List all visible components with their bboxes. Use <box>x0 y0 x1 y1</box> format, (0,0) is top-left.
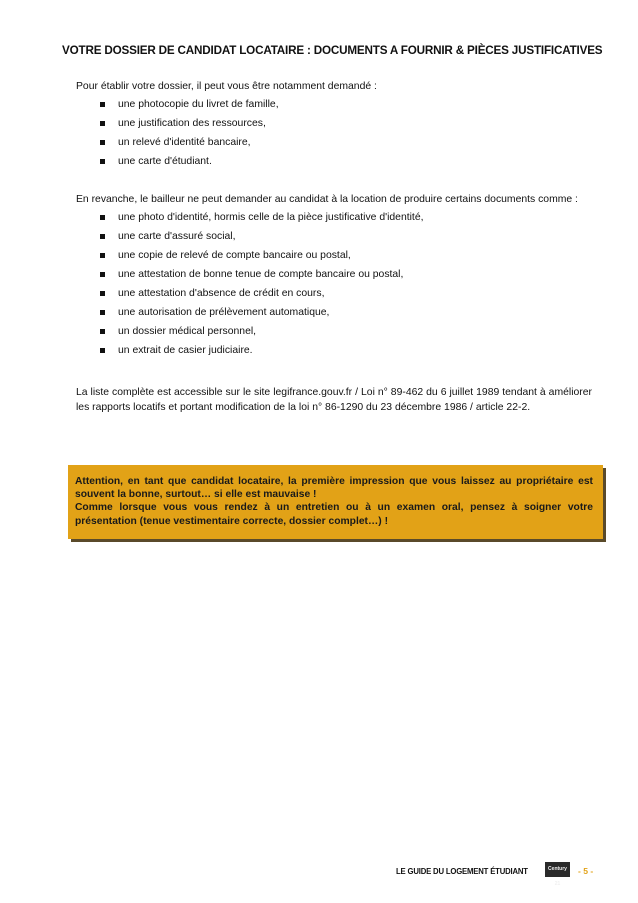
bullet-icon <box>100 215 105 220</box>
forbidden-documents-list <box>76 211 592 359</box>
list-item: un relevé d'identité bancaire, <box>100 136 592 151</box>
section-documents-requested <box>76 80 592 174</box>
bullet-icon <box>100 272 105 277</box>
list-item: une carte d'assuré social, <box>100 230 592 245</box>
section-forbidden-documents <box>76 193 592 363</box>
bullet-icon <box>100 140 105 145</box>
bullet-icon <box>100 121 105 126</box>
list-item: une attestation d'absence de crédit en cours, <box>100 287 592 302</box>
list-item: une copie de relevé de compte bancaire ou postal, <box>100 249 592 264</box>
footer-guide-label: LE GUIDE DU LOGEMENT ÉTUDIANT <box>396 866 528 876</box>
callout-text: Attention, en tant que candidat locataire, la première impression que vous laissez au propriétaire est souvent la bonne, surtout… si elle est mauvaise ! Comme lorsque vous vous rendez à un entretien ou à un examen oral, pensez à soigner votre présentation (tenue vestimentaire correcte, dossier complet…) ! <box>75 476 593 527</box>
legal-reference-paragraph: La liste complète est accessible sur le site legifrance.gouv.fr / Loi n° 89-462 du 6 juillet 1989 tendant à améliorer les rapports locatifs et portant modification de la loi n° 86-1290 du 23 décembre 1986 / article 22-2. <box>76 387 592 413</box>
bullet-icon <box>100 234 105 239</box>
bullet-icon <box>100 329 105 334</box>
page-number: - 5 - <box>578 866 594 876</box>
bullet-icon <box>100 102 105 107</box>
list-item: une attestation de bonne tenue de compte bancaire ou postal, <box>100 268 592 283</box>
bullet-icon <box>100 159 105 164</box>
section-intro: En revanche, le bailleur ne peut demander au candidat à la location de produire certains documents comme : <box>76 194 578 205</box>
list-item: un dossier médical personnel, <box>100 325 592 340</box>
list-item: une photocopie du livret de famille, <box>100 98 592 113</box>
century21-logo: Century 21 <box>545 862 570 877</box>
page-title: VOTRE DOSSIER DE CANDIDAT LOCATAIRE : DOCUMENTS A FOURNIR & PIÈCES JUSTIFICATIVES <box>62 43 603 57</box>
list-item: une carte d'étudiant. <box>100 155 592 170</box>
list-item: une autorisation de prélèvement automatique, <box>100 306 592 321</box>
bullet-icon <box>100 291 105 296</box>
list-item: une photo d'identité, hormis celle de la pièce justificative d'identité, <box>100 211 592 226</box>
bullet-icon <box>100 253 105 258</box>
list-item: un extrait de casier judiciaire. <box>100 344 592 359</box>
list-item: une justification des ressources, <box>100 117 592 132</box>
bullet-icon <box>100 310 105 315</box>
section-intro: Pour établir votre dossier, il peut vous être notamment demandé : <box>76 81 377 92</box>
bullet-icon <box>100 348 105 353</box>
attention-callout <box>68 465 603 539</box>
requested-documents-list <box>76 98 592 170</box>
